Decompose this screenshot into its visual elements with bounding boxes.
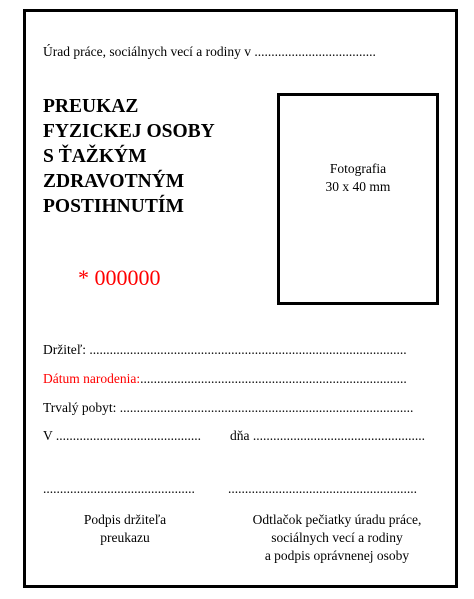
holder-signature-caption: Podpis držiteľa preukazu <box>83 512 167 545</box>
place-field: V ........................................... <box>43 428 202 443</box>
office-signature-caption: Odtlačok pečiatky úradu práce, sociálnych vecí a rodiny a podpis oprávnenej osoby <box>252 512 422 563</box>
photo-box <box>277 93 439 305</box>
office-signature-line: ........................................................ <box>228 481 417 496</box>
card-number: * 000000 <box>78 265 161 290</box>
residence-field: Trvalý pobyt: ....................................................................................... <box>43 400 414 415</box>
holder-field: Držiteľ: .............................................................................................. <box>43 342 407 357</box>
card-title: PREUKAZ FYZICKEJ OSOBY S ŤAŽKÝM ZDRAVOTNÝM POSTIHNUTÍM <box>43 96 215 217</box>
office-line: Úrad práce, sociálnych vecí a rodiny v .................................... <box>43 44 376 59</box>
birth-date-label: Dátum narodenia: <box>43 371 141 386</box>
photo-size: 30 x 40 mm <box>325 179 391 194</box>
birth-date-dots: ............................................................................... <box>140 371 407 386</box>
birth-date-field <box>43 371 407 387</box>
date-field: dňa ................................................... <box>230 428 425 443</box>
holder-signature-line: ............................................. <box>43 481 195 496</box>
photo-label: Fotografia <box>329 161 387 176</box>
